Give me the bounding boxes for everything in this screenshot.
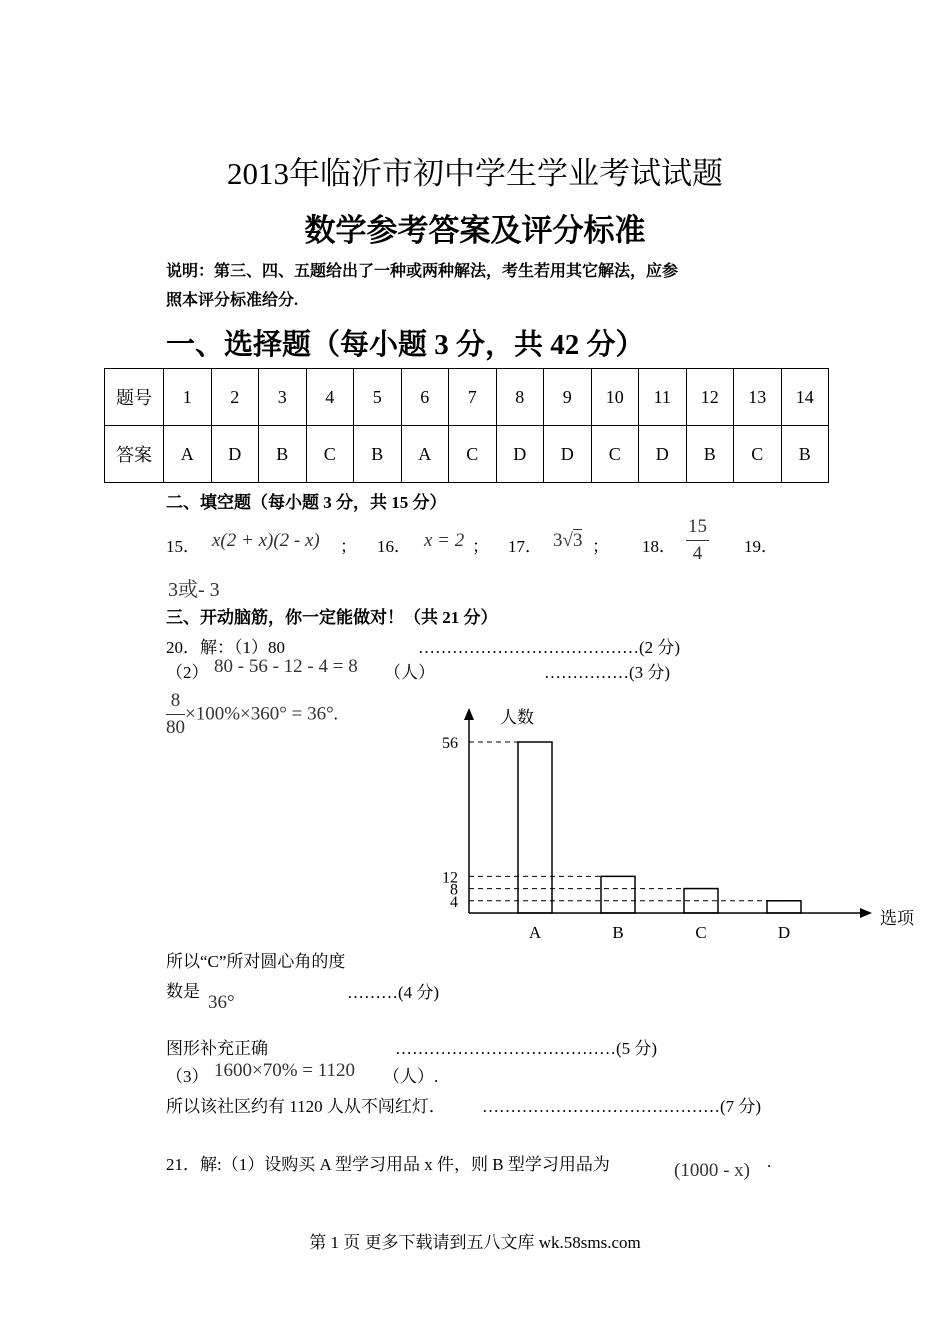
x-tick-label: D	[777, 923, 791, 942]
number-row-label: 题号	[105, 369, 164, 426]
page-title: 2013年临沂市初中学生学业考试试题	[227, 156, 723, 191]
bar	[518, 742, 552, 913]
q20-part3-conclusion: 所以该社区约有 1120 人从不闯红灯．	[166, 1097, 446, 1116]
y-axis-label: 人数	[500, 708, 534, 727]
question-number-cell: 14	[781, 369, 829, 426]
y-axis-arrow	[464, 708, 474, 720]
answer-cell: B	[686, 426, 734, 483]
answer-cell: B	[354, 426, 402, 483]
x-tick-label: B	[612, 923, 624, 942]
q20-frac-denominator: 80	[166, 717, 185, 738]
answer-cell: C	[306, 426, 354, 483]
q20-conclusion-line1: 所以“C”所对圆心角的度	[166, 952, 346, 971]
q20-frac-numerator: 8	[166, 688, 185, 715]
number-row	[105, 369, 829, 426]
question-number-cell: 12	[686, 369, 734, 426]
question-number-cell: 3	[259, 369, 307, 426]
note-line-2: 照本评分标准给分.	[166, 292, 299, 309]
x-axis-arrow	[860, 908, 872, 918]
q20-part3-unit: （人）.	[383, 1067, 439, 1086]
q21-end: .	[767, 1152, 772, 1171]
q19-answer: 3或- 3	[168, 579, 220, 601]
bar	[601, 876, 635, 913]
answer-cell: D	[639, 426, 687, 483]
question-number-cell: 5	[354, 369, 402, 426]
question-number-cell: 10	[591, 369, 639, 426]
answer-cell: B	[259, 426, 307, 483]
q20-conclusion-line2: 数是	[166, 982, 200, 1001]
q20-score-4: ………(4 分)	[347, 983, 440, 1002]
q15-label: 15．	[166, 537, 200, 556]
question-number-cell: 2	[211, 369, 259, 426]
question-number-cell: 6	[401, 369, 449, 426]
question-number-cell: 4	[306, 369, 354, 426]
q18-denominator: 4	[692, 543, 703, 564]
answer-table	[104, 368, 829, 483]
answer-cell: B	[781, 426, 829, 483]
question-number-cell: 1	[164, 369, 212, 426]
y-tick-label: 8	[450, 881, 458, 899]
q18-fraction	[686, 514, 709, 567]
answer-cell: C	[591, 426, 639, 483]
q17-expr	[553, 530, 582, 552]
q20-part3-expr: 1600×70% = 1120	[214, 1060, 356, 1081]
x-tick-label: C	[695, 923, 707, 942]
question-number-cell: 8	[496, 369, 544, 426]
q17-sep: ；	[592, 537, 609, 556]
answer-row	[105, 426, 829, 483]
q20-part2-prefix: （2）	[166, 663, 209, 682]
q15-expr: x(2 + x)(2 - x)	[212, 530, 320, 551]
bar	[767, 901, 801, 913]
answer-cell: D	[544, 426, 592, 483]
question-number-cell: 9	[544, 369, 592, 426]
q16-expr: x = 2	[424, 530, 465, 551]
q19-label: 19．	[744, 537, 778, 556]
section2-heading: 二、填空题（每小题 3 分，共 15 分）	[166, 493, 447, 512]
q20-score-5: …………………………………(5 分)	[395, 1039, 658, 1058]
y-tick-label: 4	[450, 893, 458, 911]
section1-heading: 一、选择题（每小题 3 分，共 42 分）	[166, 329, 645, 361]
answer-cell: D	[211, 426, 259, 483]
q18-label: 18．	[642, 537, 676, 556]
q16-label: 16．	[377, 537, 411, 556]
q17-radicand: 3	[572, 530, 583, 551]
answer-row-label: 答案	[105, 426, 164, 483]
question-number-cell: 7	[449, 369, 497, 426]
y-tick-label: 12	[442, 869, 458, 887]
section3-heading: 三、开动脑筋，你一定能做对！（共 21 分）	[166, 608, 498, 627]
answer-cell: A	[401, 426, 449, 483]
question-number-cell: 11	[639, 369, 687, 426]
note-line-1: 说明：第三、四、五题给出了一种或两种解法，考生若用其它解法，应参	[166, 263, 679, 280]
answer-cell: C	[449, 426, 497, 483]
q20-part2-unit: （人）	[384, 663, 435, 682]
q20-part1: 20．解：（1）80	[166, 638, 285, 657]
page-subtitle: 数学参考答案及评分标准	[304, 213, 646, 248]
answer-cell: C	[734, 426, 782, 483]
answer-cell: A	[164, 426, 212, 483]
answer-cell: D	[496, 426, 544, 483]
y-tick-label: 56	[442, 735, 458, 752]
bar-chart	[420, 690, 950, 950]
sqrt-symbol: √	[562, 530, 573, 551]
q20-score-3: ……………(3 分)	[544, 663, 671, 682]
q21-expr: (1000 - x)	[674, 1160, 750, 1181]
x-axis-label: 选项	[880, 909, 914, 928]
q20-frac-end: .	[333, 704, 338, 724]
q20-angle-value: 36°	[208, 992, 235, 1013]
q18-numerator: 15	[686, 514, 709, 541]
q20-score-7: ……………………………………(7 分)	[482, 1097, 762, 1116]
q16-sep: ；	[472, 537, 489, 556]
q20-score-2: …………………………………(2 分)	[418, 638, 681, 657]
q20-angle-calc	[166, 688, 338, 741]
q15-sep: ；	[340, 537, 357, 556]
q20-figure-complete: 图形补充正确	[166, 1039, 268, 1058]
q21-text: 21．解:（1）设购买 A 型学习用品 x 件，则 B 型学习用品为	[166, 1155, 610, 1174]
q20-frac-rest: ×100%×360° = 36°	[185, 703, 334, 725]
x-tick-label: A	[528, 923, 542, 942]
q20-part3-prefix: （3）	[166, 1067, 209, 1086]
q17-coef: 3	[553, 530, 563, 551]
q17-label: 17．	[508, 537, 542, 556]
q20-part2-expr: 80 - 56 - 12 - 4 = 8	[214, 656, 358, 677]
question-number-cell: 13	[734, 369, 782, 426]
page-footer: 第 1 页 更多下载请到五八文库 wk.58sms.com	[309, 1233, 641, 1252]
